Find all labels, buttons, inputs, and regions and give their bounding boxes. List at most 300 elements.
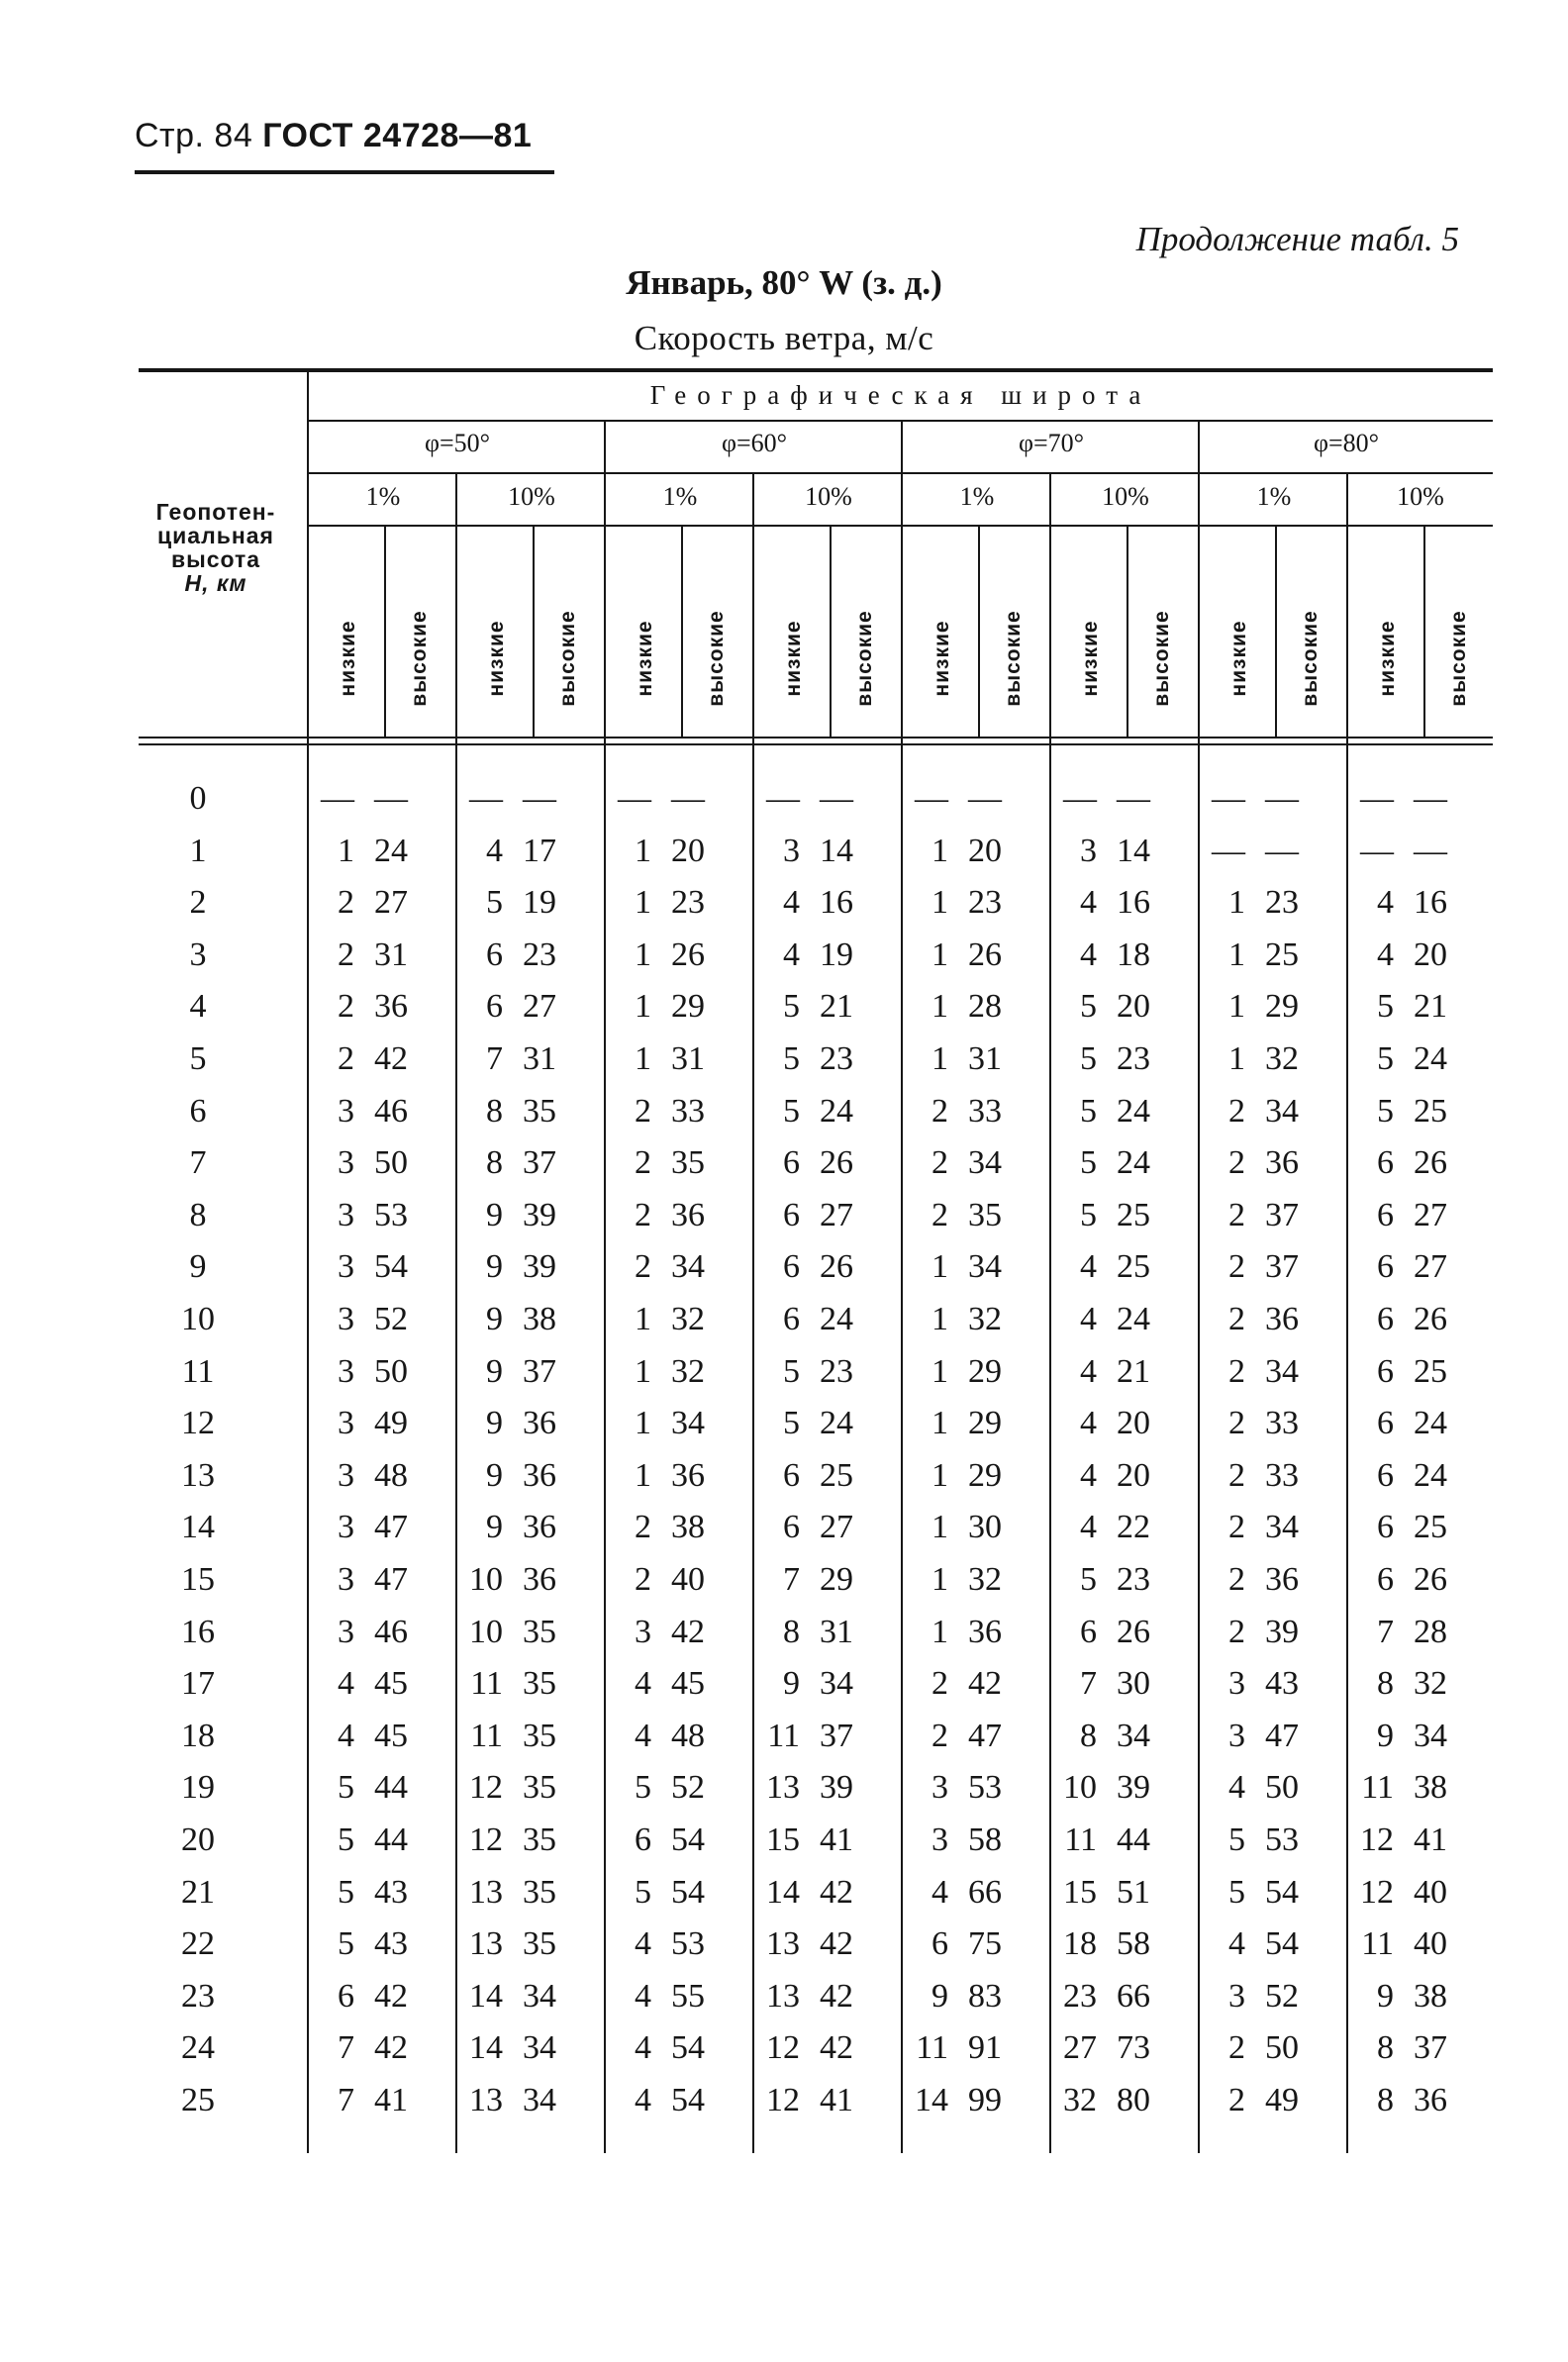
low-header-label: низкие [634,620,656,697]
high-value: 55 [671,1977,705,2015]
value-cell [465,1665,604,1703]
high-value: — [1265,780,1299,817]
value-cell [1059,1978,1198,2016]
value-cell [1356,1718,1495,1755]
high-value: 54 [671,2082,705,2118]
low-value: — [1360,832,1394,869]
low-value: 6 [1377,1561,1394,1598]
high-value: 34 [1265,1509,1299,1546]
height-cell: 24 [181,2029,215,2067]
low-value: — [1360,780,1394,817]
low-value: 1 [635,1405,651,1442]
low-value: 1 [931,1561,948,1598]
low-value: 4 [1080,935,1097,973]
value-cell [614,1561,752,1599]
height-label-line: высота [170,546,261,572]
low-value: — [1212,832,1245,869]
high-header-label: высокие [705,610,728,707]
value-cell [762,1561,901,1599]
value-cell [911,1769,1049,1807]
low-value: 7 [783,1561,800,1598]
value-cell [465,1821,604,1859]
table-row [0,1659,1568,1711]
high-value: 47 [968,1717,1002,1754]
probability-header: 10% [1397,482,1444,511]
value-cell [1208,1144,1346,1182]
high-value: 36 [523,1509,556,1546]
high-value: 58 [1117,1925,1150,1963]
high-value: 35 [523,1092,556,1130]
value-cell [1059,1457,1198,1495]
value-cell [614,1040,752,1078]
low-value: 4 [635,1925,651,1963]
high-value: 16 [1117,884,1150,922]
low-high-divider [978,527,980,737]
low-value: 4 [635,1717,651,1754]
low-value: 1 [1228,988,1245,1026]
high-header-label: высокие [1002,610,1025,707]
value-cell [762,780,901,818]
low-value: 9 [486,1405,503,1442]
low-value: 1 [635,1301,651,1337]
value-cell [762,2029,901,2067]
low-value: 6 [783,1248,800,1286]
height-cell: 23 [181,1977,215,2015]
high-value: 41 [374,2082,408,2118]
value-cell [1059,1248,1198,1286]
header-bottom-rule [139,737,1493,738]
high-value: 24 [374,832,408,869]
value-cell [911,2082,1049,2119]
value-cell [465,780,604,818]
probability-header: 1% [365,482,401,511]
high-value: — [1117,780,1150,817]
high-value: 36 [968,1613,1002,1650]
low-value: 5 [1377,988,1394,1026]
value-cell [1059,1821,1198,1859]
high-value: 34 [1265,1092,1299,1130]
value-cell [762,1405,901,1442]
high-value: 34 [671,1405,705,1442]
high-value: 18 [1117,935,1150,973]
table-top-rule [139,368,1493,372]
low-value: 2 [1228,2029,1245,2067]
high-value: 42 [374,1977,408,2015]
header-rule [135,170,554,174]
value-cell [1208,1665,1346,1703]
low-value: 4 [1080,1456,1097,1494]
low-value: 23 [1063,1977,1097,2015]
probability-header: 10% [508,482,555,511]
value-cell [911,988,1049,1026]
height-cell: 11 [181,1352,215,1390]
value-cell [762,833,901,870]
low-value: 9 [486,1248,503,1286]
high-value: 52 [671,1769,705,1807]
value-cell [1208,1405,1346,1442]
low-value: 4 [1377,884,1394,922]
high-value: 21 [1414,988,1447,1026]
high-value: 32 [968,1301,1002,1337]
value-cell [317,1405,455,1442]
value-cell [465,1561,604,1599]
low-value: 1 [635,1456,651,1494]
value-cell [1208,1353,1346,1391]
table-row [0,1503,1568,1554]
value-cell [1059,1874,1198,1912]
value-cell [317,1978,455,2016]
high-value: 34 [1265,1352,1299,1390]
latitude-header: φ=50° [424,429,491,457]
low-value: 6 [1377,1352,1394,1390]
low-value: 8 [486,1092,503,1130]
value-cell [465,1093,604,1131]
high-value: 37 [523,1352,556,1390]
value-cell [614,1144,752,1182]
latitude-header: φ=80° [1313,429,1380,457]
low-value: 15 [766,1821,800,1858]
value-cell [762,988,901,1026]
low-value: 4 [338,1665,354,1703]
low-high-divider [1127,527,1128,737]
value-cell [465,1614,604,1651]
high-value: 23 [968,884,1002,922]
high-value: 23 [820,1040,853,1077]
value-cell [1059,936,1198,974]
high-value: 32 [671,1301,705,1337]
high-value: 26 [968,935,1002,973]
low-value: — [1063,780,1097,817]
height-cell: 21 [181,1873,215,1911]
high-value: 22 [1117,1509,1150,1546]
value-cell [1356,936,1495,974]
high-value: 45 [374,1717,408,1754]
high-value: 38 [1414,1769,1447,1807]
value-cell [465,1405,604,1442]
value-cell [317,780,455,818]
probability-header: 1% [662,482,698,511]
low-value: 1 [635,1040,651,1077]
value-cell [911,833,1049,870]
low-value: 11 [1361,1925,1394,1963]
value-cell [762,1978,901,2016]
value-cell [1356,1874,1495,1912]
low-value: 6 [783,1196,800,1233]
value-cell [614,1353,752,1391]
value-cell [1208,1614,1346,1651]
value-cell [317,936,455,974]
header-bottom-rule [139,743,1493,745]
low-value: 2 [1228,1144,1245,1182]
value-cell [317,2082,455,2119]
low-value: 3 [338,1352,354,1390]
high-value: 24 [820,1405,853,1442]
low-value: 3 [1080,832,1097,869]
high-value: 53 [671,1925,705,1963]
high-value: 41 [1414,1821,1447,1858]
low-value: — [766,780,800,817]
value-cell [762,936,901,974]
low-value: 5 [338,1925,354,1963]
standard-number: ГОСТ 24728—81 [262,117,533,154]
value-cell [1208,1925,1346,1963]
value-cell [1208,2082,1346,2119]
high-value: 36 [671,1196,705,1233]
low-value: 1 [931,1456,948,1494]
high-value: 34 [523,2029,556,2067]
high-value: 43 [374,1873,408,1911]
high-value: 24 [1414,1405,1447,1442]
value-cell [911,1718,1049,1755]
value-cell [614,1301,752,1338]
low-value: 4 [1080,1509,1097,1546]
value-cell [1059,1665,1198,1703]
low-high-divider [384,527,386,737]
low-value: 5 [783,1040,800,1077]
page-number: Стр. 84 [135,117,253,154]
high-value: 35 [523,1821,556,1858]
height-cell: 19 [181,1769,215,1807]
high-value: 25 [1265,935,1299,973]
low-value: 8 [1080,1717,1097,1754]
table-row [0,878,1568,930]
value-cell [1059,1509,1198,1546]
high-value: 38 [671,1509,705,1546]
value-cell [1356,1769,1495,1807]
low-value: 6 [783,1509,800,1546]
low-value: 3 [783,832,800,869]
low-value: 1 [931,1509,948,1546]
high-value: 42 [820,1925,853,1963]
low-value: 8 [1377,2082,1394,2118]
value-cell [465,833,604,870]
low-value: 1 [931,884,948,922]
height-cell: 4 [189,988,207,1026]
high-value: 30 [1117,1665,1150,1703]
value-cell [465,2082,604,2119]
table-row [0,1034,1568,1086]
low-value: 3 [931,1769,948,1807]
value-cell [465,1248,604,1286]
high-value: — [1414,832,1447,869]
low-value: 1 [931,988,948,1026]
value-cell [465,1040,604,1078]
value-cell [317,1093,455,1131]
height-label-line: Геопотен- [155,499,276,525]
height-column-header [119,500,313,595]
value-cell [317,1509,455,1546]
low-value: 5 [486,884,503,922]
low-high-divider [533,527,535,737]
value-cell [465,1144,604,1182]
low-value: 5 [635,1873,651,1911]
value-cell [1059,1718,1198,1755]
high-value: 50 [1265,2029,1299,2067]
latitude-header: φ=70° [1018,429,1085,457]
low-value: 7 [1080,1665,1097,1703]
value-cell [614,884,752,922]
value-cell [1208,1874,1346,1912]
high-value: 49 [1265,2082,1299,2118]
table-row [0,1191,1568,1242]
high-value: 54 [1265,1925,1299,1963]
high-value: 47 [374,1561,408,1598]
table-row [0,931,1568,982]
value-cell [911,1509,1049,1546]
value-cell [1356,1614,1495,1651]
value-cell [317,1301,455,1338]
value-cell [614,1925,752,1963]
value-cell [317,1718,455,1755]
high-value: 36 [1265,1561,1299,1598]
value-cell [1356,1093,1495,1131]
height-cell: 16 [181,1613,215,1650]
high-value: 24 [820,1092,853,1130]
low-value: 9 [1377,1717,1394,1754]
low-value: 1 [635,988,651,1026]
low-value: 3 [338,1509,354,1546]
low-value: 1 [931,832,948,869]
low-value: 3 [338,1092,354,1130]
low-value: 4 [1080,1352,1097,1390]
high-value: 35 [523,1925,556,1963]
low-value: 4 [635,2082,651,2118]
height-cell: 20 [181,1821,215,1858]
low-high-divider [830,527,832,737]
value-cell [1208,1093,1346,1131]
low-value: 1 [1228,935,1245,973]
low-value: 8 [486,1144,503,1182]
value-cell [762,1614,901,1651]
high-value: 53 [374,1196,408,1233]
height-cell: 14 [181,1509,215,1546]
high-value: 34 [968,1248,1002,1286]
value-cell [614,833,752,870]
table-row [0,1451,1568,1503]
high-value: 37 [523,1144,556,1182]
high-value: 91 [968,2029,1002,2067]
high-value: 43 [1265,1665,1299,1703]
high-value: 41 [820,2082,853,2118]
low-value: — [469,780,503,817]
high-header-label: высокие [1299,610,1322,707]
high-value: 33 [1265,1405,1299,1442]
high-value: 39 [1117,1769,1150,1807]
low-value: 5 [1228,1821,1245,1858]
value-cell [614,988,752,1026]
high-value: 54 [374,1248,408,1286]
high-value: 48 [671,1717,705,1754]
height-cell: 8 [189,1196,207,1233]
high-value: 47 [1265,1717,1299,1754]
low-value: — [1212,780,1245,817]
value-cell [911,936,1049,974]
height-cell: 0 [189,780,207,817]
high-value: 35 [523,1613,556,1650]
low-value: 5 [635,1769,651,1807]
low-value: 5 [783,1405,800,1442]
high-value: 25 [1414,1509,1447,1546]
high-value: — [671,780,705,817]
value-cell [1059,1093,1198,1131]
value-cell [614,2029,752,2067]
low-value: — [915,780,948,817]
low-value: 1 [1228,1040,1245,1077]
low-value: 14 [915,2082,948,2118]
high-value: 27 [1414,1196,1447,1233]
high-value: 80 [1117,2082,1150,2118]
height-cell: 17 [181,1665,215,1703]
height-cell: 2 [189,884,207,922]
low-value: 13 [469,1925,503,1963]
value-cell [762,1665,901,1703]
low-header-label: низкие [1079,620,1102,697]
high-value: 26 [1414,1144,1447,1182]
high-value: 14 [1117,832,1150,869]
table-row [0,1242,1568,1294]
low-value: 2 [931,1196,948,1233]
value-cell [1208,1301,1346,1338]
low-value: 1 [635,935,651,973]
value-cell [465,884,604,922]
high-value: 39 [523,1248,556,1286]
high-value: 38 [523,1301,556,1337]
high-value: 49 [374,1405,408,1442]
value-cell [614,780,752,818]
high-value: 25 [1414,1352,1447,1390]
high-value: 53 [1265,1821,1299,1858]
table-row [0,827,1568,878]
value-cell [465,1197,604,1234]
value-cell [911,1874,1049,1912]
value-cell [614,2082,752,2119]
value-cell [1356,1405,1495,1442]
value-cell [317,988,455,1026]
high-value: 23 [523,935,556,973]
height-cell: 18 [181,1717,215,1754]
low-value: 10 [469,1613,503,1650]
low-value: 3 [338,1456,354,1494]
low-header-label: низкие [485,620,508,697]
value-cell [1356,2029,1495,2067]
low-header-label: низкие [1227,620,1250,697]
value-cell [1059,1561,1198,1599]
high-value: — [820,780,853,817]
value-cell [1059,833,1198,870]
low-value: 3 [338,1613,354,1650]
value-cell [1059,1040,1198,1078]
high-value: 54 [671,2029,705,2067]
table-row [0,1972,1568,2023]
low-high-divider [1423,527,1425,737]
low-value: 9 [931,1977,948,2015]
low-value: 4 [1228,1925,1245,1963]
low-value: 5 [1228,1873,1245,1911]
high-value: 83 [968,1977,1002,2015]
latitude-header: φ=60° [721,429,788,457]
value-cell [465,988,604,1026]
high-value: 42 [820,1977,853,2015]
low-value: 7 [338,2029,354,2067]
value-cell [1059,2029,1198,2067]
value-cell [614,1769,752,1807]
low-value: 5 [1080,1561,1097,1598]
low-value: 6 [1377,1509,1394,1546]
low-value: 5 [1080,1040,1097,1077]
high-value: 24 [1117,1144,1150,1182]
low-value: 4 [486,832,503,869]
table-row [0,1608,1568,1659]
